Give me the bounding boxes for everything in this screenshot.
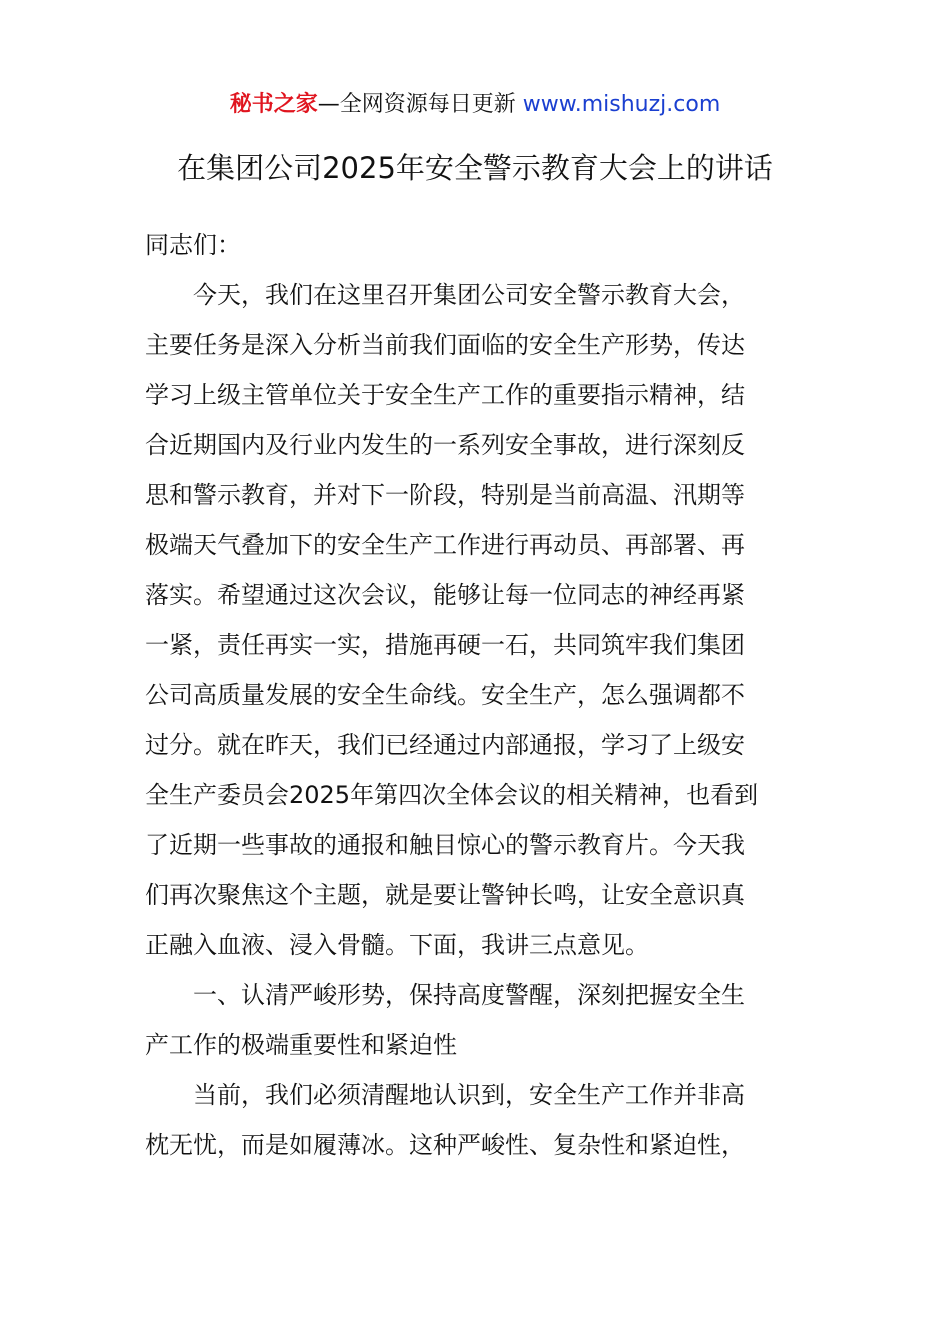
heading-line: 产工作的极端重要性和紧迫性 (145, 1031, 457, 1059)
paragraph-line: 主要任务是深入分析当前我们面临的安全生产形势，传达 (145, 331, 745, 359)
paragraph-line: 极端天气叠加下的安全生产工作进行再动员、再部署、再 (145, 531, 745, 559)
paragraph-1 (145, 270, 809, 970)
paragraph-line: 公司高质量发展的安全生命线。安全生产，怎么强调都不 (145, 681, 745, 709)
paragraph-line: 了近期一些事故的通报和触目惊心的警示教育片。今天我 (145, 831, 745, 859)
paragraph-line: 当前，我们必须清醒地认识到，安全生产工作并非高 (193, 1081, 745, 1109)
paragraph-line: 今天，我们在这里召开集团公司安全警示教育大会， (193, 281, 745, 309)
paragraph-line: 一紧，责任再实一实，措施再硬一石，共同筑牢我们集团 (145, 631, 745, 659)
paragraph-line: 正融入血液、浸入骨髓。下面，我讲三点意见。 (145, 931, 649, 959)
document-title: 在集团公司2025年安全警示教育大会上的讲话 (177, 151, 773, 185)
paragraph-line: 枕无忧，而是如履薄冰。这种严峻性、复杂性和紧迫性， (145, 1131, 745, 1159)
site-header (0, 88, 950, 122)
heading-line: 一、认清严峻形势，保持高度警醒，深刻把握安全生 (193, 981, 745, 1009)
paragraph-line: 学习上级主管单位关于安全生产工作的重要指示精神，结 (145, 381, 745, 409)
brand-name: 秘书之家 (229, 92, 318, 117)
header-tagline: —全网资源每日更新 (317, 92, 523, 117)
paragraph-line: 们再次聚焦这个主题，就是要让警钟长鸣，让安全意识真 (145, 881, 745, 909)
paragraph-line: 思和警示教育，并对下一阶段，特别是当前高温、汛期等 (145, 481, 745, 509)
paragraph-line: 落实。希望通过这次会议，能够让每一位同志的神经再紧 (145, 581, 745, 609)
paragraph-line: 合近期国内及行业内发生的一系列安全事故，进行深刻反 (145, 431, 745, 459)
paragraph-line: 过分。就在昨天，我们已经通过内部通报，学习了上级安 (145, 731, 745, 759)
paragraph-line: 全生产委员会2025年第四次全体会议的相关精神，也看到 (145, 781, 759, 809)
site-url-link[interactable]: www.mishuzj.com (522, 92, 721, 117)
section-1-heading (145, 970, 809, 1070)
salutation: 同志们： (145, 231, 241, 259)
paragraph-2 (145, 1070, 809, 1170)
document-body (145, 220, 809, 1170)
